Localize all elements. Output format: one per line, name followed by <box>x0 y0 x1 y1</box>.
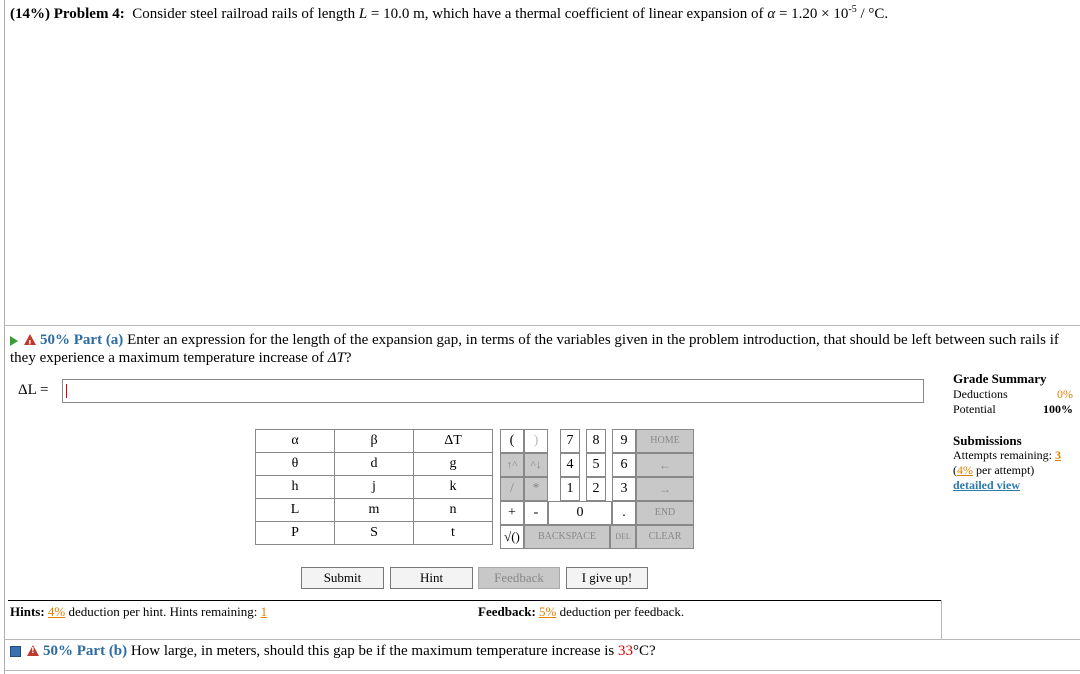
hint-button[interactable]: Hint <box>390 567 473 589</box>
home-key[interactable]: HOME <box>636 429 694 453</box>
digit-2-key[interactable]: 2 <box>586 477 606 501</box>
part-b-prompt[interactable] <box>10 643 656 660</box>
var-key-d[interactable]: d <box>335 453 414 476</box>
var-key-g[interactable]: g <box>414 453 493 476</box>
digit-0-key[interactable]: 0 <box>548 501 612 525</box>
feedback-label: Feedback: <box>478 604 536 619</box>
per-attempt-open: ( <box>953 463 957 477</box>
hints-remaining: 1 <box>260 604 268 619</box>
problem-text: Consider steel railroad rails of length <box>132 6 359 22</box>
problem-statement <box>10 4 888 23</box>
digit-5-key[interactable]: 5 <box>586 453 606 477</box>
deductions-label: Deductions <box>953 387 1008 401</box>
part-a-qmark: ? <box>344 350 352 366</box>
detailed-view-link[interactable]: detailed view <box>953 478 1020 492</box>
hints-text: deduction per hint. Hints remaining: <box>65 604 261 619</box>
digit-7-key[interactable]: 7 <box>560 429 580 453</box>
grade-summary-title: Grade Summary <box>953 371 1047 386</box>
var-key-m[interactable]: m <box>335 499 414 522</box>
feedback-info <box>478 604 684 620</box>
part-b-question: How large, in meters, should this gap be if the maximum temperature increase is <box>130 643 618 659</box>
multiply-key[interactable]: * <box>524 477 548 501</box>
var-key-h[interactable]: h <box>256 476 335 499</box>
hints-info <box>10 604 267 620</box>
hints-top-border <box>8 600 942 601</box>
problem-weight: (14%) <box>10 6 50 22</box>
digit-6-key[interactable]: 6 <box>612 453 636 477</box>
backspace-key[interactable]: BACKSPACE <box>524 525 610 549</box>
end-key[interactable]: END <box>636 501 694 525</box>
var-key-S[interactable]: S <box>335 522 414 545</box>
hints-right-border <box>941 600 942 640</box>
potential-label: Potential <box>953 402 996 416</box>
open-paren-key[interactable]: ( <box>500 429 524 453</box>
var-key-t[interactable]: t <box>414 522 493 545</box>
part-a-prompt <box>10 331 1070 367</box>
hints-label: Hints: <box>10 604 45 619</box>
feedback-button[interactable]: Feedback <box>478 567 560 589</box>
digit-4-key[interactable]: 4 <box>560 453 580 477</box>
problem-unit: / °C. <box>856 6 889 22</box>
down-arrow-key[interactable]: ^↓ <box>524 453 548 477</box>
feedback-deduction: 5% <box>539 604 557 619</box>
clear-key[interactable]: CLEAR <box>636 525 694 549</box>
var-key-P[interactable]: P <box>256 522 335 545</box>
decimal-key[interactable]: . <box>612 501 636 525</box>
var-key-delta-t[interactable]: ΔT <box>414 430 493 453</box>
part-a-percent: 50% Part (a) <box>40 332 124 348</box>
sqrt-key[interactable]: √() <box>500 525 524 549</box>
digit-1-key[interactable]: 1 <box>560 477 580 501</box>
answer-input[interactable] <box>62 379 924 403</box>
problem-text-2: = 10.0 m, which have a thermal coefficient of linear expansion of <box>367 6 768 22</box>
part-a-question: Enter an expression for the length of the expansion gap, in terms of the variables given in the problem introduction, that should be left between such rails if they experience a maximum temperature increase of <box>10 332 1059 366</box>
problem-label: Problem 4: <box>53 6 125 22</box>
grade-summary <box>953 371 1073 417</box>
hint-deduction: 4% <box>47 604 66 619</box>
part-b-divider <box>5 639 1080 640</box>
attempts-label: Attempts remaining: <box>953 448 1055 462</box>
part-b-unit: °C? <box>633 643 656 659</box>
var-key-alpha[interactable]: α <box>256 430 335 453</box>
warning-icon <box>24 334 36 345</box>
left-arrow-key[interactable]: ← <box>636 453 694 477</box>
attempts-value: 3 <box>1054 448 1061 462</box>
part-a-var: ΔT <box>327 350 345 366</box>
give-up-button[interactable]: I give up! <box>566 567 648 589</box>
close-paren-key[interactable]: ) <box>524 429 548 453</box>
divide-key[interactable]: / <box>500 477 524 501</box>
up-arrow-key[interactable]: ↑^ <box>500 453 524 477</box>
var-key-beta[interactable]: β <box>335 430 414 453</box>
variable-keypad <box>255 429 493 545</box>
part-a-divider <box>5 325 1080 326</box>
bottom-border <box>5 670 1080 671</box>
var-key-theta[interactable]: θ <box>256 453 335 476</box>
del-key[interactable]: DEL <box>610 525 636 549</box>
var-alpha: α <box>767 6 776 22</box>
play-icon[interactable] <box>10 336 18 346</box>
problem-text-3: = 1.20 × 10 <box>775 6 849 22</box>
digit-3-key[interactable]: 3 <box>612 477 636 501</box>
var-key-n[interactable]: n <box>414 499 493 522</box>
potential-value: 100% <box>1043 402 1073 416</box>
expand-icon[interactable] <box>10 646 21 657</box>
digit-9-key[interactable]: 9 <box>612 429 636 453</box>
exponent: -5 <box>848 4 857 15</box>
deductions-value: 0% <box>1057 387 1073 401</box>
text-caret <box>66 384 67 398</box>
var-key-k[interactable]: k <box>414 476 493 499</box>
submissions <box>953 433 1075 493</box>
part-b-temp: 33 <box>618 643 633 659</box>
submissions-title: Submissions <box>953 433 1022 448</box>
submit-button[interactable]: Submit <box>301 567 384 589</box>
plus-key[interactable]: + <box>500 501 524 525</box>
feedback-text: deduction per feedback. <box>556 604 685 619</box>
minus-key[interactable]: - <box>524 501 548 525</box>
part-b-percent: 50% Part (b) <box>43 643 128 659</box>
warning-icon-b <box>27 645 39 656</box>
var-key-L[interactable]: L <box>256 499 335 522</box>
var-key-j[interactable]: j <box>335 476 414 499</box>
var-L: L <box>358 6 368 22</box>
per-attempt-value: 4% <box>957 463 973 477</box>
answer-label: ΔL = <box>18 382 49 398</box>
right-arrow-key[interactable]: → <box>636 477 694 501</box>
digit-8-key[interactable]: 8 <box>586 429 606 453</box>
per-attempt-text: per attempt) <box>973 463 1035 477</box>
